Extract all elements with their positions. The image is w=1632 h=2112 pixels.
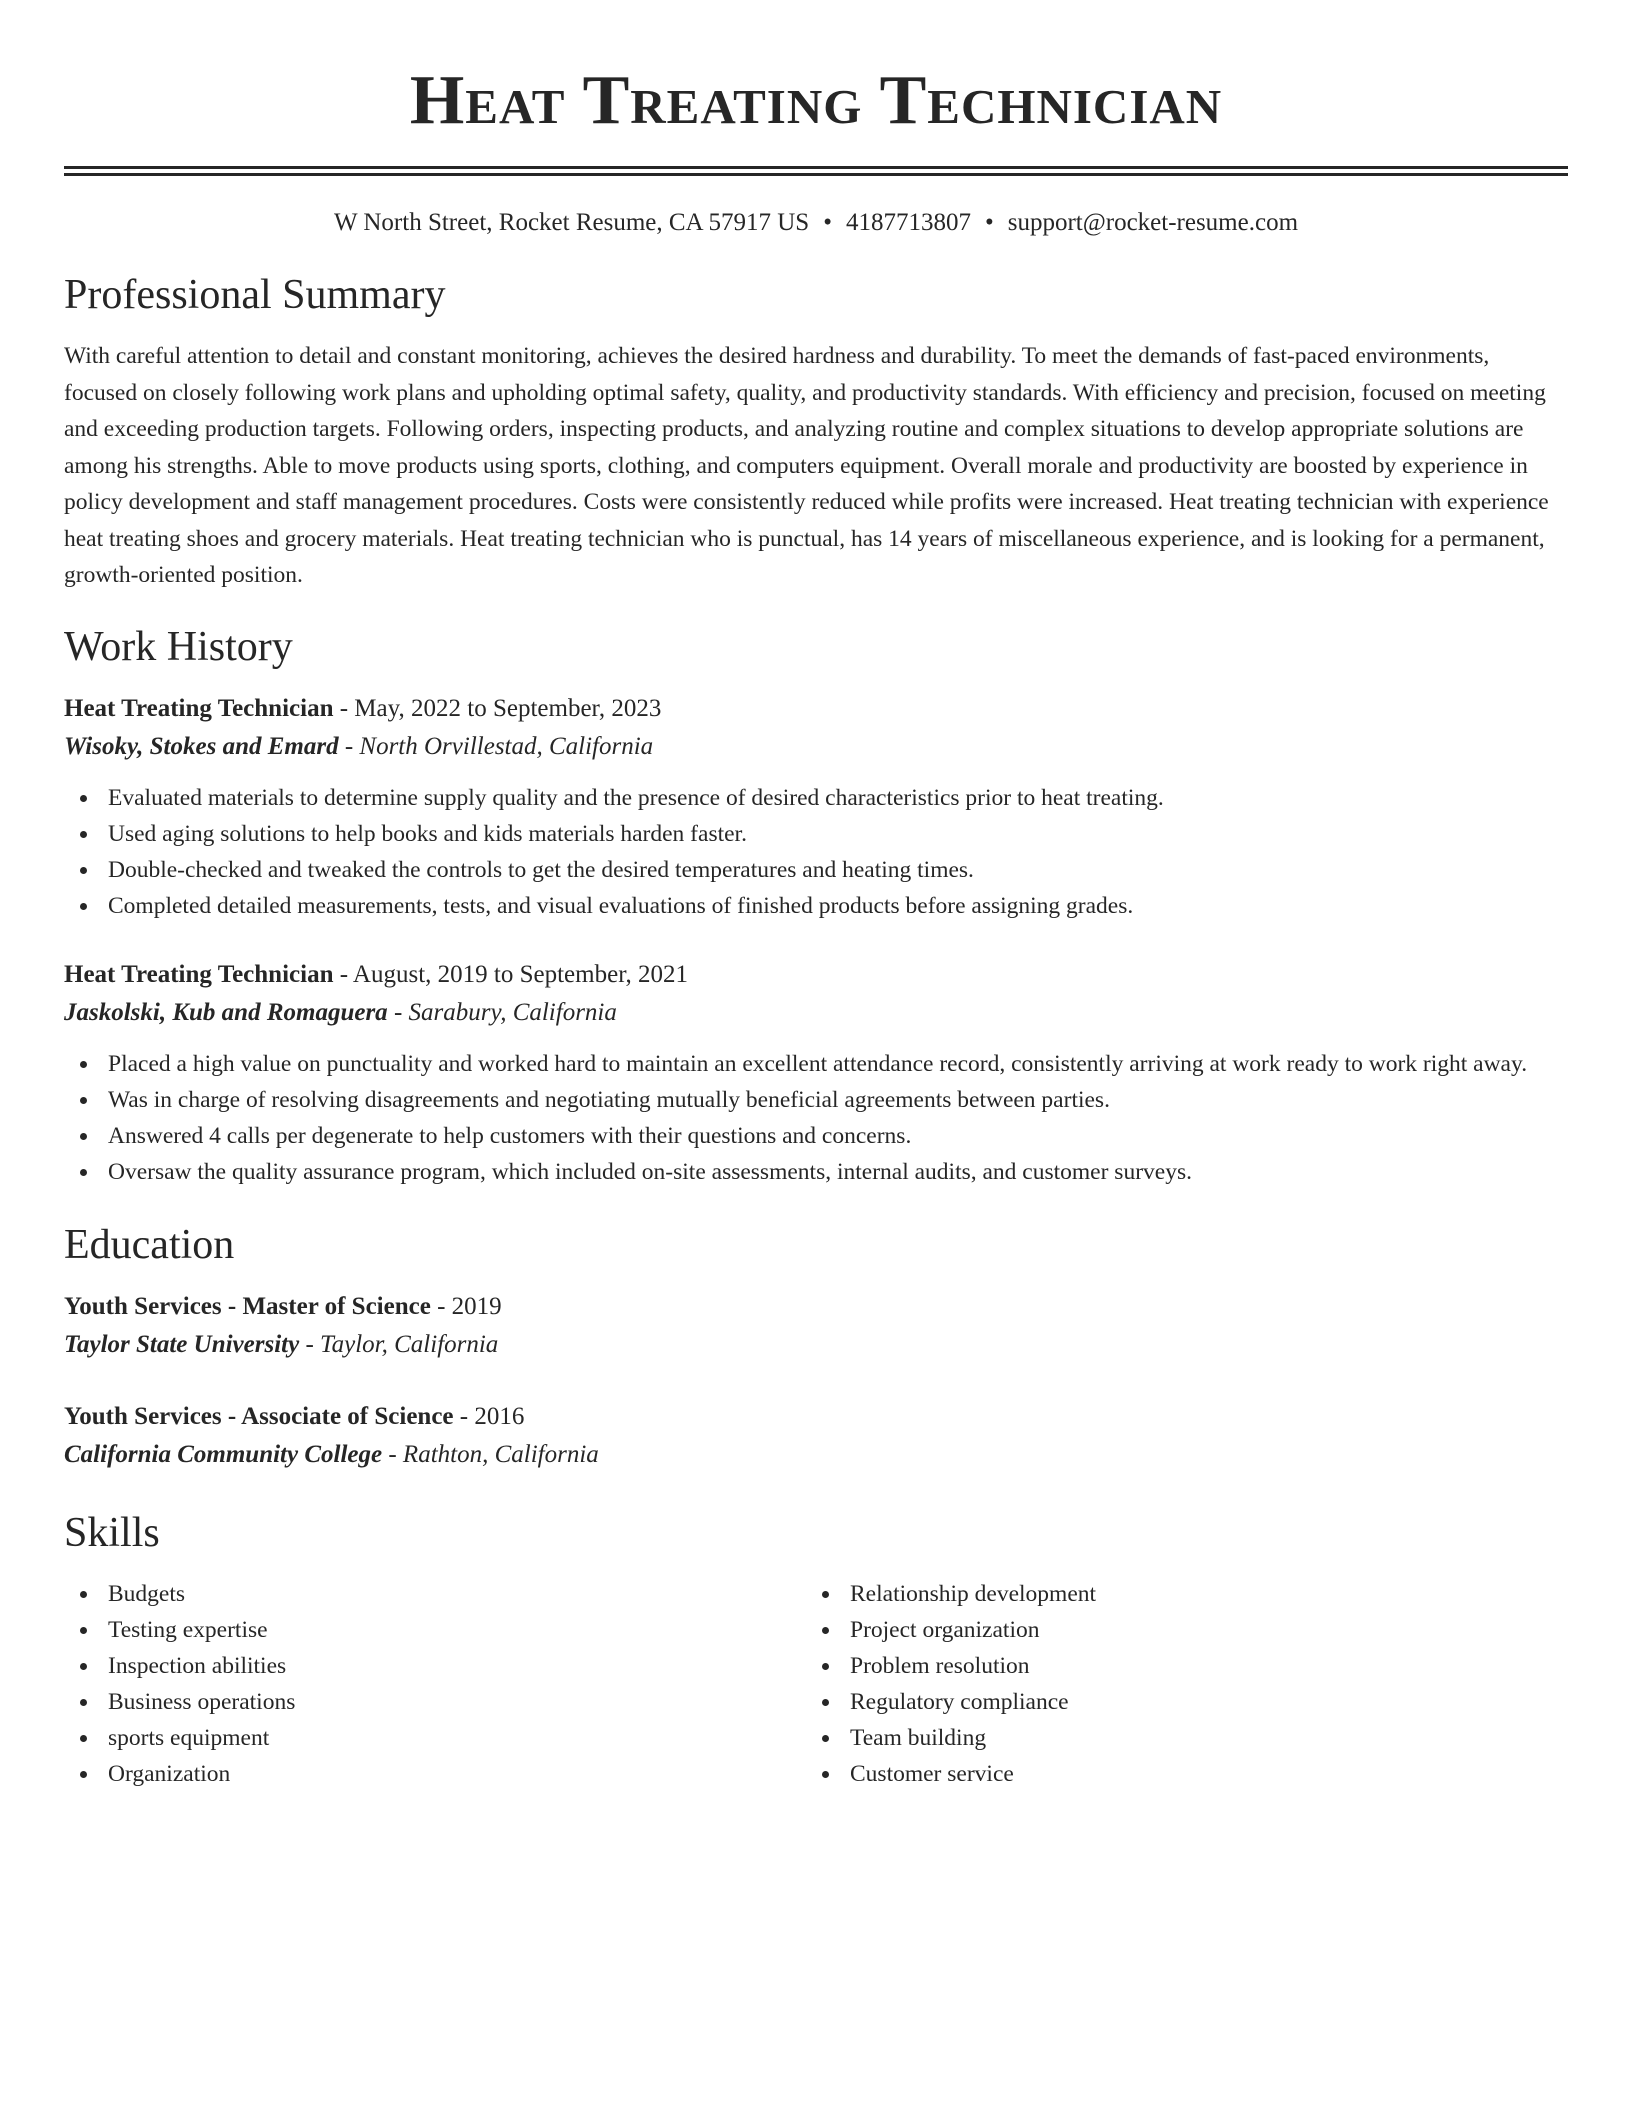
job-title-line (64, 956, 1568, 994)
contact-address: W North Street, Rocket Resume, CA 57917 US (333, 209, 810, 236)
education-entry (64, 1398, 1568, 1474)
skill-item: Team building (806, 1720, 1548, 1756)
job-bullet: Evaluated materials to determine supply quality and the presence of desired characteristics prior to heat treating. (64, 780, 1568, 816)
skill-item: sports equipment (64, 1720, 806, 1756)
job-role: Heat Treating Technician (64, 960, 334, 988)
resume-name-heading: Heat Treating Technician (409, 62, 1223, 139)
job-bullet: Placed a high value on punctuality and worked hard to maintain an excellent attendance record, consistently arriving at work ready to work right away. (64, 1046, 1568, 1082)
contact-phone: 4187713807 (845, 209, 971, 236)
skill-item: Problem resolution (806, 1648, 1548, 1684)
summary-paragraph: With careful attention to detail and constant monitoring, achieves the desired hardness and durability. To meet the demands of fast-paced environments, focused on closely following work plans and upholding optimal safety, quality, and productivity standards. With efficiency and precision, focused on meeting and exceeding production targets. Following orders, inspecting products, and analyzing routine and complex situations to develop appropriate solutions are among his strengths. Able to move products using sports, clothing, and computers equipment. Overall morale and productivity are boosted by experience in policy development and staff management procedures. Costs were consistently reduced while profits were increased. Heat treating technician with experience heat treating shoes and grocery materials. Heat treating technician who is punctual, has 14 years of miscellaneous experience, and is looking for a permanent, growth-oriented position. (64, 343, 1549, 588)
job-company: Wisoky, Stokes and Emard (64, 732, 339, 760)
education-degree: Youth Services - Associate of Science (64, 1402, 454, 1430)
job-company-line (64, 994, 1568, 1032)
work-history-section-title: Work History (64, 623, 293, 670)
education-section-title: Education (64, 1221, 235, 1268)
skill-item: Relationship development (806, 1576, 1548, 1612)
education-school: Taylor State University (64, 1330, 300, 1358)
job-bullet-list (64, 1046, 1568, 1190)
job-role: Heat Treating Technician (64, 694, 334, 722)
job-location: - North Orvillestad, California (338, 732, 654, 760)
job-bullet: Answered 4 calls per degenerate to help customers with their questions and concerns. (64, 1118, 1568, 1154)
skill-item: Customer service (806, 1756, 1548, 1792)
skill-item: Inspection abilities (64, 1648, 806, 1684)
skill-item: Business operations (64, 1684, 806, 1720)
header-double-rule (64, 166, 1568, 176)
job-bullet: Double-checked and tweaked the controls to get the desired temperatures and heating times. (64, 852, 1568, 888)
skill-item: Regulatory compliance (806, 1684, 1548, 1720)
job-bullet: Oversaw the quality assurance program, which included on-site assessments, internal audits, and customer surveys. (64, 1154, 1568, 1190)
skills-grid (64, 1576, 1568, 1792)
education-entry (64, 1288, 1568, 1364)
skills-list-right (806, 1576, 1548, 1792)
job-title-line (64, 690, 1568, 728)
job-bullet: Was in charge of resolving disagreements and negotiating mutually beneficial agreements between parties. (64, 1082, 1568, 1118)
education-year: - 2016 (453, 1402, 525, 1430)
education-degree: Youth Services - Master of Science (64, 1292, 431, 1320)
job-bullet-list (64, 780, 1568, 924)
education-location: - Taylor, California (299, 1330, 499, 1358)
education-school: California Community College (64, 1440, 383, 1468)
job-location: - Sarabury, California (387, 998, 617, 1026)
contact-email: support@rocket-resume.com (1007, 209, 1299, 236)
contact-separator: • (823, 209, 832, 236)
job-bullet: Used aging solutions to help books and kids materials harden faster. (64, 816, 1568, 852)
education-school-line (64, 1436, 1568, 1474)
contact-line (64, 206, 1568, 240)
skill-item: Testing expertise (64, 1612, 806, 1648)
education-location: - Rathton, California (382, 1440, 599, 1468)
education-degree-line (64, 1288, 1568, 1326)
job-dates: - August, 2019 to September, 2021 (333, 960, 689, 988)
education-school-line (64, 1326, 1568, 1364)
job-company: Jaskolski, Kub and Romaguera (64, 998, 388, 1026)
contact-separator: • (984, 209, 994, 236)
summary-section-title: Professional Summary (64, 272, 446, 318)
skills-section-title: Skills (64, 1509, 160, 1556)
skills-list-left (64, 1576, 806, 1792)
job-entry (64, 690, 1568, 924)
skill-item: Budgets (64, 1576, 806, 1612)
job-dates: - May, 2022 to September, 2023 (333, 694, 662, 722)
job-bullet: Completed detailed measurements, tests, and visual evaluations of finished products before assigning grades. (64, 888, 1568, 924)
education-year: - 2019 (430, 1292, 502, 1320)
skill-item: Organization (64, 1756, 806, 1792)
job-company-line (64, 728, 1568, 766)
job-entry (64, 956, 1568, 1190)
education-degree-line (64, 1398, 1568, 1436)
skill-item: Project organization (806, 1612, 1548, 1648)
